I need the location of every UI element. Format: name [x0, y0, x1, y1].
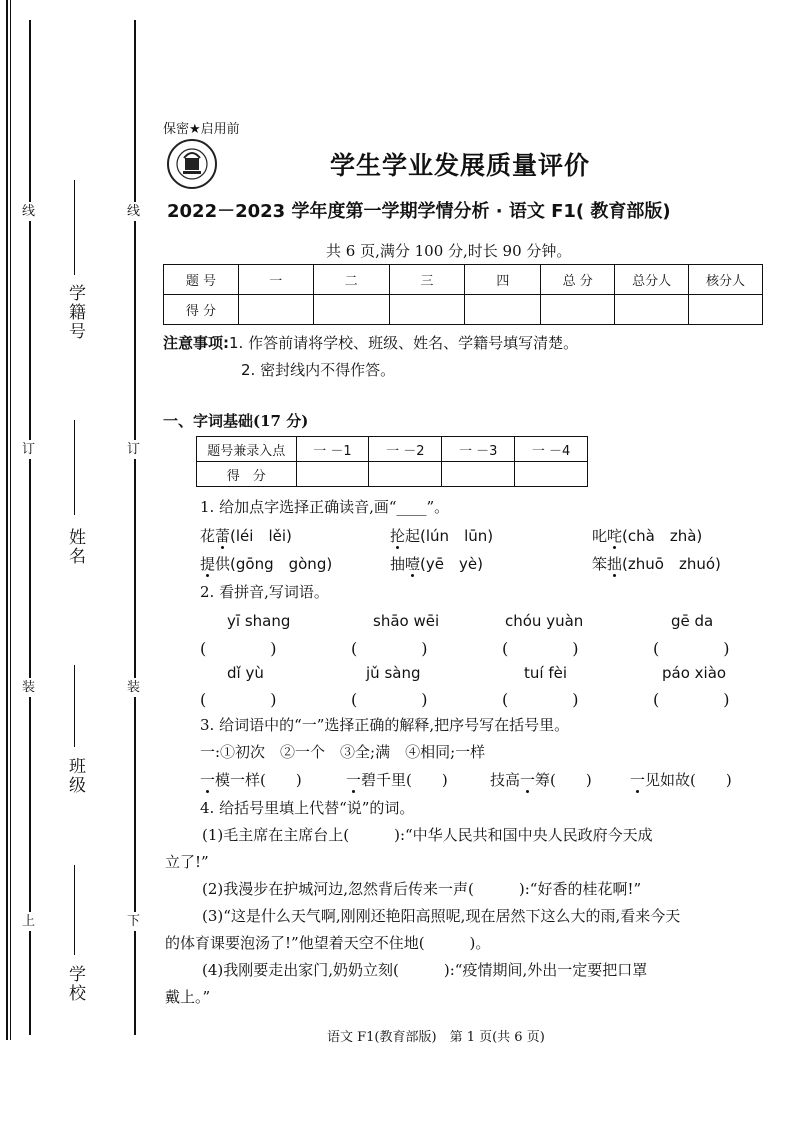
score-header-cell: 总分人 [615, 265, 689, 295]
score-cell[interactable] [689, 295, 763, 325]
q3-options: 一:①初次 ②一个 ③全;满 ④相同;一样 [200, 743, 486, 761]
notes-item: 1. 作答前请将学校、班级、姓名、学籍号填写清楚。 [229, 334, 579, 352]
class-blank[interactable] [74, 665, 75, 747]
score-table [163, 264, 763, 325]
q3-dotted-char: 一 [200, 771, 216, 789]
q3-item-text: 筹( ) [535, 771, 592, 789]
section-score-cell[interactable] [369, 462, 442, 487]
name-blank[interactable] [74, 420, 75, 515]
q3-item-text: 碧千里( ) [361, 771, 448, 789]
q3-prompt: 3. 给词语中的“一”选择正确的解释,把序号写在括号里。 [200, 716, 570, 734]
binding-border-left [6, 0, 8, 1040]
inner-label-xian: 线 [127, 204, 141, 219]
score-row-label: 得 分 [164, 295, 239, 325]
field-label-student-id: 学籍号 [65, 284, 85, 341]
q2-pinyin: páo xiào [662, 664, 727, 682]
q1-pinyin-options: (léi lěi) [230, 527, 292, 545]
q4-line: 的体育课要泡汤了!”他望着天空不住地( )。 [165, 934, 491, 952]
score-header-cell: 一 [238, 265, 313, 295]
score-cell[interactable] [313, 295, 389, 325]
q3-dotted-char: 一 [630, 771, 646, 789]
q2-prompt: 2. 看拼音,写词语。 [200, 583, 329, 601]
q1-prompt: 1. 给加点字选择正确读音,画“____”。 [200, 498, 450, 516]
logo-seal-icon [160, 138, 224, 190]
score-header-cell: 四 [465, 265, 541, 295]
section-header-cell: 一 －1 [296, 437, 369, 462]
section-title: 一、字词基础(17 分) [163, 412, 309, 430]
q1-dotted-char: 拙 [607, 555, 623, 573]
q2-answer-blank[interactable]: ( ) [653, 639, 730, 658]
q1-item[interactable] [592, 527, 702, 545]
score-cell[interactable] [615, 295, 689, 325]
q1-item-char: 笨 [592, 555, 608, 573]
q1-pinyin-options: (yē yè) [420, 555, 483, 573]
q1-dotted-char: 咤 [607, 527, 623, 545]
score-cell[interactable] [389, 295, 465, 325]
q1-pinyin-options: (zhuō zhuó) [622, 555, 721, 573]
outer-label-zhuang: 装 [22, 680, 36, 695]
page-footer: 语文 F1(教育部版) 第 1 页(共 6 页) [327, 1030, 545, 1045]
field-label-class: 班级 [65, 757, 85, 795]
q4-line: (1)毛主席在主席台上( ):“中华人民共和国中央人民政府今天成 [202, 826, 653, 844]
q1-item-char: 叱 [592, 527, 608, 545]
score-header-cell: 核分人 [689, 265, 763, 295]
q2-pinyin: chóu yuàn [505, 612, 584, 630]
q2-pinyin: yī shang [227, 612, 291, 630]
q1-item-char: 起 [405, 527, 421, 545]
outer-label-ding: 订 [22, 442, 36, 457]
q3-item-text: 技高 [490, 771, 521, 789]
notes-line-1 [163, 334, 578, 352]
section-header-cell: 一 －3 [442, 437, 515, 462]
school-logo [160, 138, 224, 190]
q3-item[interactable] [630, 771, 732, 789]
q2-pinyin: shāo wēi [373, 612, 440, 630]
notes-item: 2. 密封线内不得作答。 [241, 361, 396, 379]
q4-line: (3)“这是什么天气啊,刚刚还艳阳高照呢,现在居然下这么大的雨,看来今天 [202, 907, 681, 925]
score-header-cell: 总 分 [541, 265, 615, 295]
q3-item[interactable] [346, 771, 448, 789]
q3-dotted-char: 一 [346, 771, 362, 789]
q1-item[interactable] [592, 555, 721, 573]
q1-item[interactable] [390, 555, 483, 573]
q4-line: (4)我刚要走出家门,奶奶立刻( ):“疫情期间,外出一定要把口罩 [202, 961, 648, 979]
section-score-cell[interactable] [442, 462, 515, 487]
school-blank[interactable] [74, 865, 75, 955]
section-score-cell[interactable] [296, 462, 369, 487]
q2-answer-blank[interactable]: ( ) [653, 690, 730, 709]
q2-answer-blank[interactable]: ( ) [502, 639, 579, 658]
q2-answer-blank[interactable]: ( ) [351, 639, 428, 658]
q2-pinyin: jǔ sàng [366, 664, 421, 682]
q3-item[interactable] [200, 771, 302, 789]
section-score-table [196, 436, 588, 487]
notes-label: 注意事项: [163, 334, 229, 352]
outer-label-xian: 线 [22, 204, 36, 219]
q2-pinyin: tuí fèi [524, 664, 568, 682]
q4-prompt: 4. 给括号里填上代替“说”的词。 [200, 799, 415, 817]
exam-subtitle: 2022－2023 学年度第一学期学情分析 · 语文 F1( 教育部版) [167, 201, 671, 222]
score-header-cell: 三 [389, 265, 465, 295]
q4-line: 戴上。” [165, 988, 211, 1006]
q2-answer-blank[interactable]: ( ) [351, 690, 428, 709]
field-label-name: 姓名 [65, 528, 85, 566]
q3-item-text: 见如故( ) [645, 771, 732, 789]
q1-dotted-char: 提 [200, 555, 216, 573]
student-id-blank[interactable] [74, 180, 75, 275]
q1-dotted-char: 蕾 [215, 527, 231, 545]
inner-label-zhuang: 装 [127, 680, 141, 695]
outer-seal-line [29, 20, 31, 1035]
q2-answer-blank[interactable]: ( ) [200, 639, 277, 658]
section-row-label: 得 分 [197, 462, 297, 487]
q2-pinyin: dǐ yù [227, 664, 264, 682]
q4-line: 立了!” [165, 853, 209, 871]
q1-dotted-char: 噎 [405, 555, 421, 573]
q1-pinyin-options: (gōng gòng) [230, 555, 333, 573]
section-header-cell: 一 －2 [369, 437, 442, 462]
section-score-cell[interactable] [515, 462, 588, 487]
q1-pinyin-options: (chà zhà) [622, 527, 703, 545]
exam-info: 共 6 页,满分 100 分,时长 90 分钟。 [326, 242, 572, 260]
inner-label-xia: 下 [127, 914, 141, 929]
q2-pinyin: gē da [671, 612, 714, 630]
q1-item-char: 抽 [390, 555, 406, 573]
q1-item[interactable] [200, 555, 332, 573]
q1-item[interactable] [390, 527, 493, 545]
inner-label-ding: 订 [127, 442, 141, 457]
score-cell[interactable] [465, 295, 541, 325]
q3-item-text: 模一样( ) [215, 771, 302, 789]
q3-item[interactable] [490, 771, 592, 789]
inner-seal-line [134, 20, 136, 1035]
q1-item-char: 供 [215, 555, 231, 573]
q1-item[interactable] [200, 527, 292, 545]
outer-label-shang: 上 [22, 914, 36, 929]
q1-dotted-char: 抡 [390, 527, 406, 545]
confidential-mark: 保密★启用前 [163, 122, 240, 137]
q1-item-char: 花 [200, 527, 216, 545]
field-label-school: 学校 [65, 965, 85, 1003]
q4-line: (2)我漫步在护城河边,忽然背后传来一声( ):“好香的桂花啊!” [202, 880, 642, 898]
q1-pinyin-options: (lún lūn) [420, 527, 494, 545]
q2-answer-blank[interactable]: ( ) [502, 690, 579, 709]
page-title: 学生学业发展质量评价 [330, 151, 591, 180]
binding-border-left-2 [10, 0, 11, 1040]
q3-dotted-char: 一 [520, 771, 536, 789]
section-header-cell: 题号兼录入点 [197, 437, 297, 462]
score-cell[interactable] [238, 295, 313, 325]
score-header-cell: 题 号 [164, 265, 239, 295]
section-header-cell: 一 －4 [515, 437, 588, 462]
score-header-cell: 二 [313, 265, 389, 295]
q2-answer-blank[interactable]: ( ) [200, 690, 277, 709]
score-cell[interactable] [541, 295, 615, 325]
